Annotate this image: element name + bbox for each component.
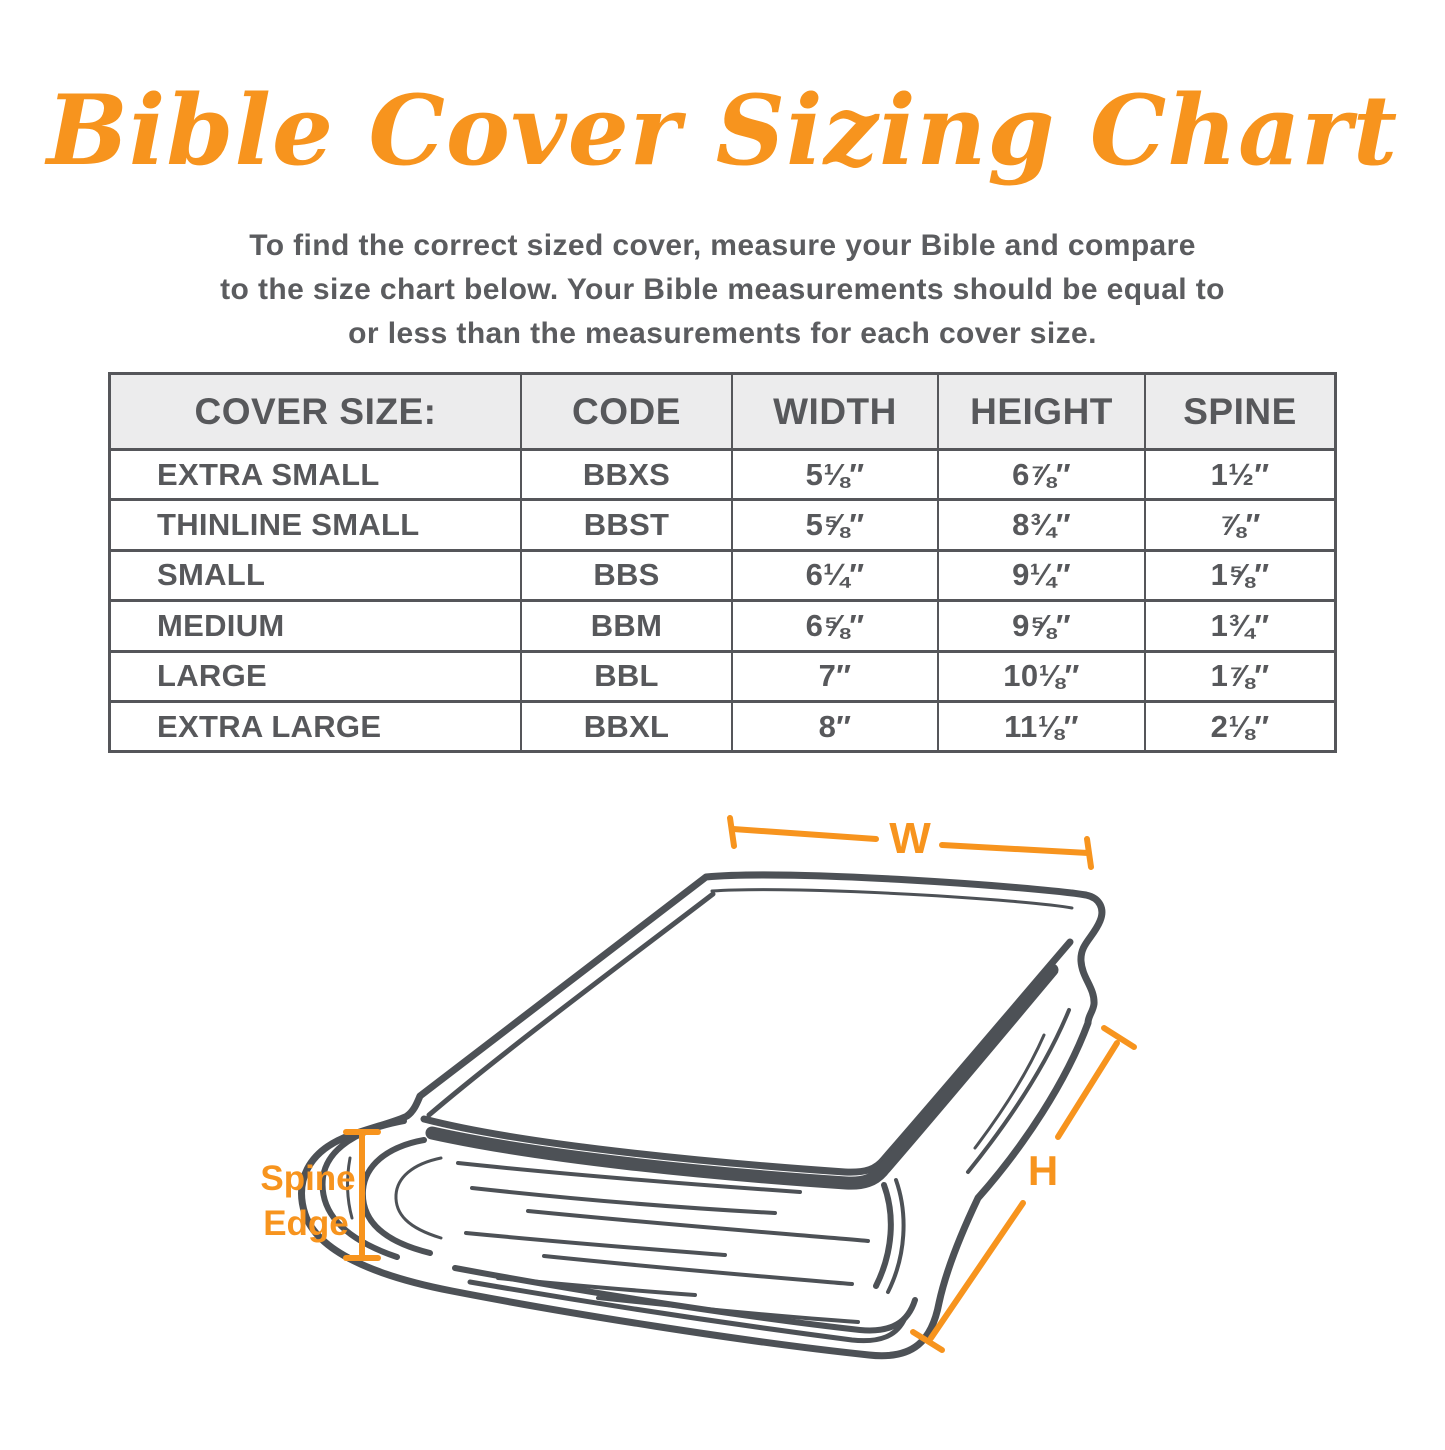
subtitle-line-3: or less than the measurements for each cover size. <box>348 317 1097 350</box>
row-height: 9⅝″ <box>937 599 1144 649</box>
header-cover-size: COVER SIZE: <box>111 375 520 448</box>
row-width: 7″ <box>731 650 937 700</box>
row-height: 8¾″ <box>937 498 1144 548</box>
subtitle-line-1: To find the correct sized cover, measure your Bible and compare <box>249 229 1196 262</box>
row-spine: 1⅝″ <box>1144 549 1334 599</box>
row-width: 8″ <box>731 700 937 750</box>
row-code: BBXL <box>520 700 731 750</box>
book-illustration <box>302 875 1102 1356</box>
row-size: EXTRA LARGE <box>111 700 520 750</box>
row-height: 6⅞″ <box>937 448 1144 498</box>
row-code: BBXS <box>520 448 731 498</box>
row-spine: 2⅛″ <box>1144 700 1334 750</box>
subtitle-line-2: to the size chart below. Your Bible measurements should be equal to <box>220 273 1225 306</box>
row-height: 10⅛″ <box>937 650 1144 700</box>
header-height: HEIGHT <box>937 375 1144 448</box>
row-size: SMALL <box>111 549 520 599</box>
row-code: BBS <box>520 549 731 599</box>
row-code: BBM <box>520 599 731 649</box>
row-size: LARGE <box>111 650 520 700</box>
spine-edge-label-line1: Spine <box>260 1159 356 1198</box>
width-label: W <box>889 814 931 863</box>
row-spine: ⅞″ <box>1144 498 1334 548</box>
row-spine: 1¾″ <box>1144 599 1334 649</box>
subtitle <box>0 224 1445 356</box>
row-size: MEDIUM <box>111 599 520 649</box>
header-code: CODE <box>520 375 731 448</box>
size-table <box>108 372 1337 753</box>
row-code: BBL <box>520 650 731 700</box>
row-spine: 1½″ <box>1144 448 1334 498</box>
row-height: 11⅛″ <box>937 700 1144 750</box>
header-spine: SPINE <box>1144 375 1334 448</box>
row-width: 6⅝″ <box>731 599 937 649</box>
height-label: H <box>1027 1147 1059 1194</box>
row-code: BBST <box>520 498 731 548</box>
row-spine: 1⅞″ <box>1144 650 1334 700</box>
row-width: 6¼″ <box>731 549 937 599</box>
spine-edge-label-line2: Edge <box>263 1204 349 1243</box>
row-width: 5⅝″ <box>731 498 937 548</box>
header-width: WIDTH <box>731 375 937 448</box>
row-size: EXTRA SMALL <box>111 448 520 498</box>
page-title: Bible Cover Sizing Chart <box>46 74 1399 187</box>
row-width: 5⅛″ <box>731 448 937 498</box>
row-height: 9¼″ <box>937 549 1144 599</box>
row-size: THINLINE SMALL <box>111 498 520 548</box>
book-outline <box>302 875 1102 1356</box>
book-diagram <box>0 780 1445 1445</box>
